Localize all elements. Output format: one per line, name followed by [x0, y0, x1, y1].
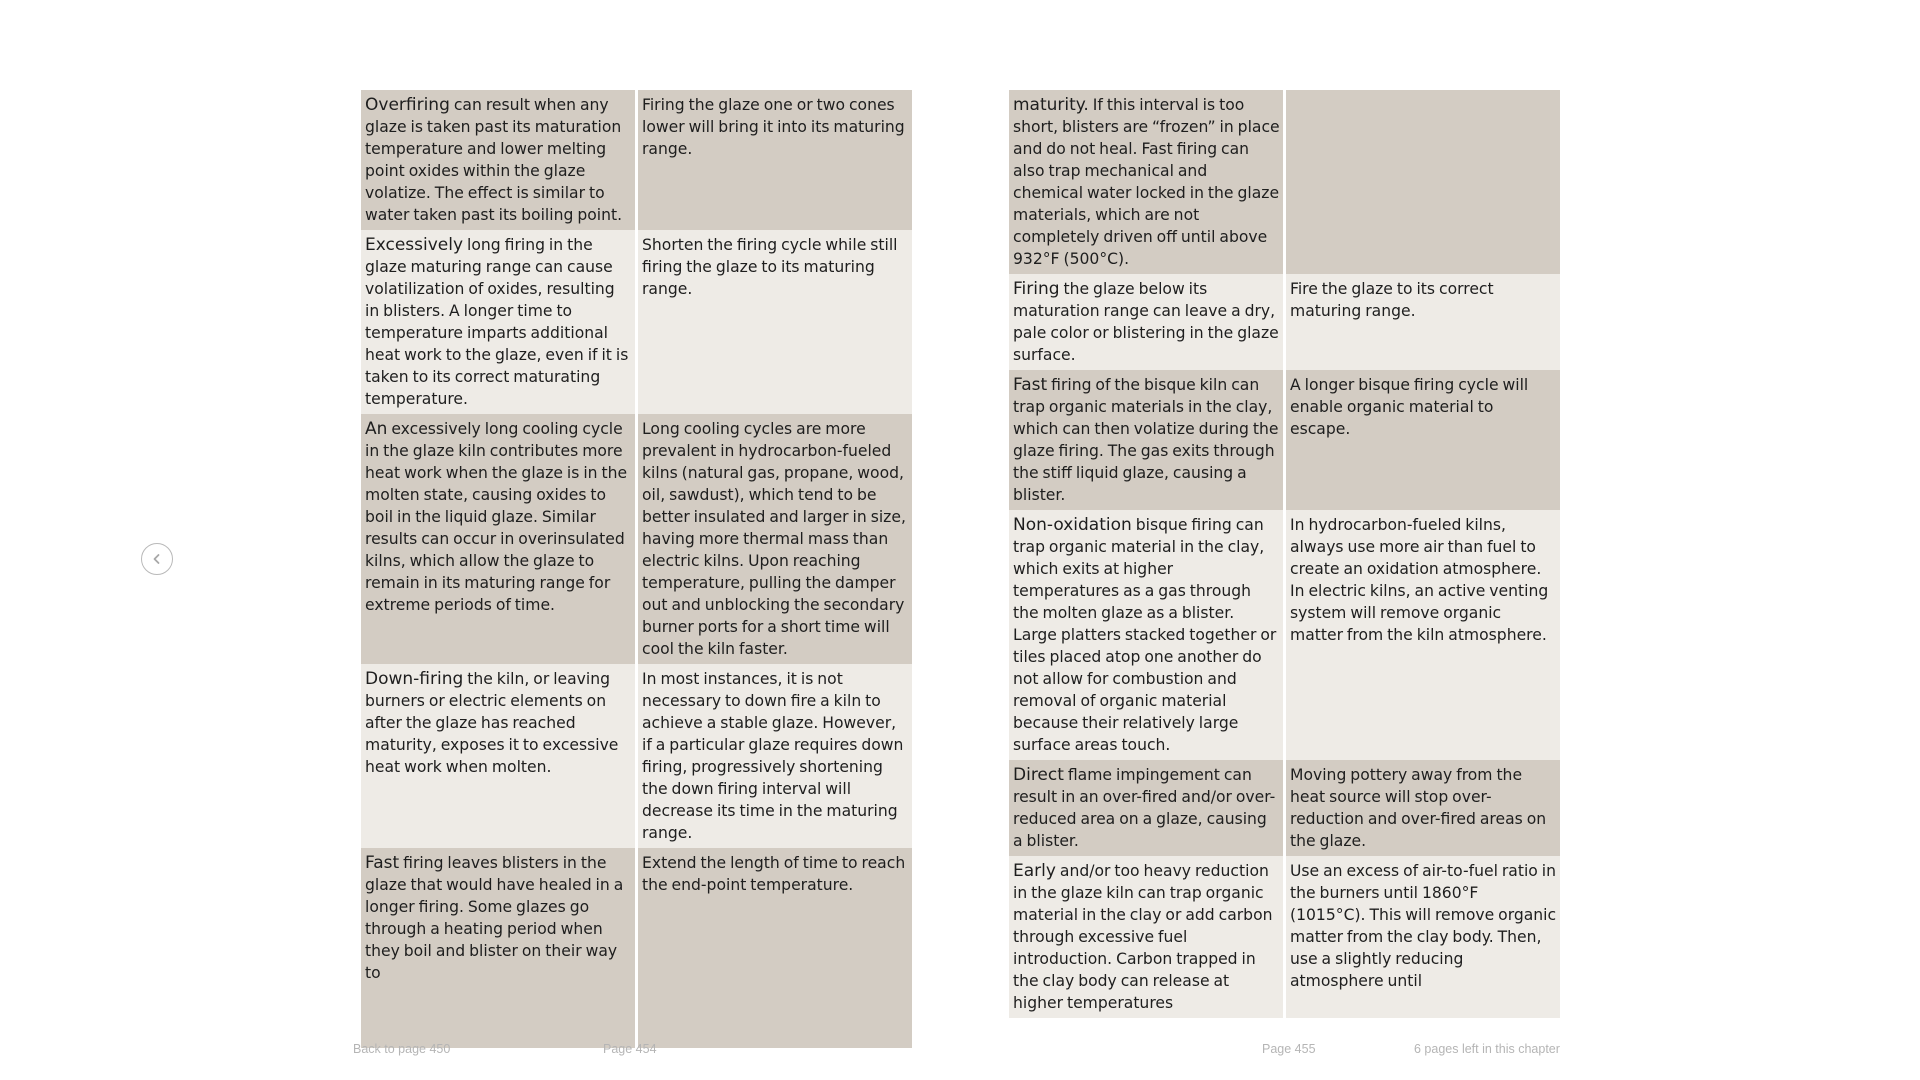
problem-cell: Non-oxidation bisque firing can trap organic material in the clay, which exits at higher temperatures as a gas through the molten glaze as a blister. Large platters stacked together or tiles placed atop one another do not allow for combustion and removal of organic material because their relatively large surface areas touch. [1009, 510, 1283, 760]
table-row [361, 90, 912, 230]
solution-cell: In hydrocarbon-fueled kilns, always use more air than fuel to create an oxidation atmosphere. In electric kilns, an active venting system will remove organic matter from the kiln atmosphere. [1286, 510, 1560, 760]
table-row [361, 664, 912, 848]
back-arrow-button[interactable] [141, 543, 173, 575]
problem-cell: maturity. If this interval is too short, blisters are “frozen” in place and do not heal. Fast firing can also trap mechanical and chemical water locked in the glaze materials, which are not completely driven off until above 932°F (500°C). [1009, 90, 1283, 274]
table-row [1009, 90, 1560, 274]
solution-cell: Firing the glaze one or two cones lower will bring it into its maturing range. [638, 90, 912, 230]
table-row [361, 230, 912, 414]
troubleshooting-table-right [1006, 90, 1563, 1018]
solution-cell: In most instances, it is not necessary to down fire a kiln to achieve a stable glaze. However, if a particular glaze requires down firing, progressively shortening the down firing interval will decrease its time in the maturing range. [638, 664, 912, 848]
table-row [361, 414, 912, 664]
solution-cell: Long cooling cycles are more prevalent in hydrocarbon-fueled kilns (natural gas, propane, wood, oil, sawdust), which tend to be better insulated and larger in size, having more thermal mass than electric kilns. Upon reaching temperature, pulling the damper out and unblocking the secondary burner ports for a short time will cool the kiln faster. [638, 414, 912, 664]
left-page-number: Page 454 [603, 1042, 657, 1056]
right-page [1009, 90, 1563, 1018]
problem-cell: Down-firing the kiln, or leaving burners or electric elements on after the glaze has reached maturity, exposes it to excessive heat work when molten. [361, 664, 635, 848]
table-row [361, 848, 912, 1048]
problem-cell: Overfiring can result when any glaze is taken past its maturation temperature and lower melting point oxides within the glaze volatize. The effect is similar to water taken past its boiling point. [361, 90, 635, 230]
pages-left-in-chapter: 6 pages left in this chapter [1414, 1042, 1560, 1056]
table-row [1009, 856, 1560, 1018]
solution-cell: Moving pottery away from the heat source will stop over-reduction and over-fired areas on the glaze. [1286, 760, 1560, 856]
solution-cell [1286, 90, 1560, 274]
problem-cell: Direct flame impingement can result in an over-fired and/or over-reduced area on a glaze, causing a blister. [1009, 760, 1283, 856]
chevron-left-icon [150, 552, 164, 566]
troubleshooting-table-left [358, 90, 915, 1048]
solution-cell: Shorten the firing cycle while still firing the glaze to its maturing range. [638, 230, 912, 414]
solution-cell: Fire the glaze to its correct maturing range. [1286, 274, 1560, 370]
right-page-number: Page 455 [1262, 1042, 1316, 1056]
problem-cell: Fast firing of the bisque kiln can trap organic materials in the clay, which can then volatize during the glaze firing. The gas exits through the stiff liquid glaze, causing a blister. [1009, 370, 1283, 510]
problem-cell: An excessively long cooling cycle in the glaze kiln contributes more heat work when the glaze is in the molten state, causing oxides to boil in the liquid glaze. Similar results can occur in overinsulated kilns, which allow the glaze to remain in its maturing range for extreme periods of time. [361, 414, 635, 664]
solution-cell: Extend the length of time to reach the end-point temperature. [638, 848, 912, 1048]
solution-cell: A longer bisque firing cycle will enable organic material to escape. [1286, 370, 1560, 510]
left-page [361, 90, 915, 1048]
table-row [1009, 760, 1560, 856]
problem-cell: Firing the glaze below its maturation range can leave a dry, pale color or blistering in the glaze surface. [1009, 274, 1283, 370]
solution-cell: Use an excess of air-to-fuel ratio in the burners until 1860°F (1015°C). This will remove organic matter from the clay body. Then, use a slightly reducing atmosphere until [1286, 856, 1560, 1018]
problem-cell: Excessively long firing in the glaze maturing range can cause volatilization of oxides, resulting in blisters. A longer time to temperature imparts additional heat work to the glaze, even if it is taken to its correct maturating temperature. [361, 230, 635, 414]
problem-cell: Early and/or too heavy reduction in the glaze kiln can trap organic material in the clay or add carbon through excessive fuel introduction. Carbon trapped in the clay body can release at higher temperatures [1009, 856, 1283, 1018]
table-row [1009, 370, 1560, 510]
problem-cell: Fast firing leaves blisters in the glaze that would have healed in a longer firing. Some glazes go through a heating period when they boil and blister on their way to [361, 848, 635, 1048]
back-to-page-link[interactable]: Back to page 450 [353, 1042, 451, 1056]
table-row [1009, 510, 1560, 760]
table-row [1009, 274, 1560, 370]
